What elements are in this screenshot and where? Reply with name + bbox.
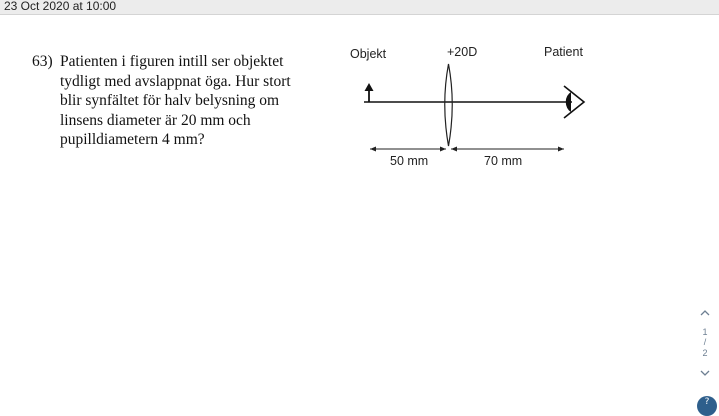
timestamp: 23 Oct 2020 at 10:00 — [4, 0, 117, 13]
question-number: 63) — [32, 53, 53, 70]
help-icon: ? — [704, 397, 710, 407]
dimension-line-70 — [451, 147, 564, 152]
page-current: 1 — [702, 327, 708, 337]
question-line: Patienten i figuren intill ser objektet — [60, 53, 284, 70]
question-line: linsens diameter är 20 mm och — [60, 111, 251, 129]
lens-shape — [445, 64, 453, 146]
label-object: Objekt — [350, 47, 387, 61]
label-patient: Patient — [544, 45, 583, 59]
page-separator: / — [703, 337, 707, 347]
chevron-down-icon[interactable] — [700, 368, 710, 378]
label-lens: +20D — [447, 45, 478, 59]
page-navigator — [694, 300, 716, 380]
dimension-line-50 — [370, 147, 446, 152]
page-total: 2 — [702, 348, 708, 358]
question-line: blir synfältet för halv belysning om — [60, 92, 280, 109]
question-line: pupilldiametern 4 mm? — [60, 131, 205, 148]
object-arrow-icon — [365, 83, 374, 102]
eye-icon — [564, 86, 584, 118]
chevron-up-icon[interactable] — [700, 308, 710, 318]
distance-label-70: 70 mm — [484, 154, 523, 168]
help-button[interactable] — [697, 396, 717, 416]
distance-label-50: 50 mm — [390, 154, 429, 168]
question-line: tydligt med avslappnat öga. Hur stort — [60, 72, 291, 90]
